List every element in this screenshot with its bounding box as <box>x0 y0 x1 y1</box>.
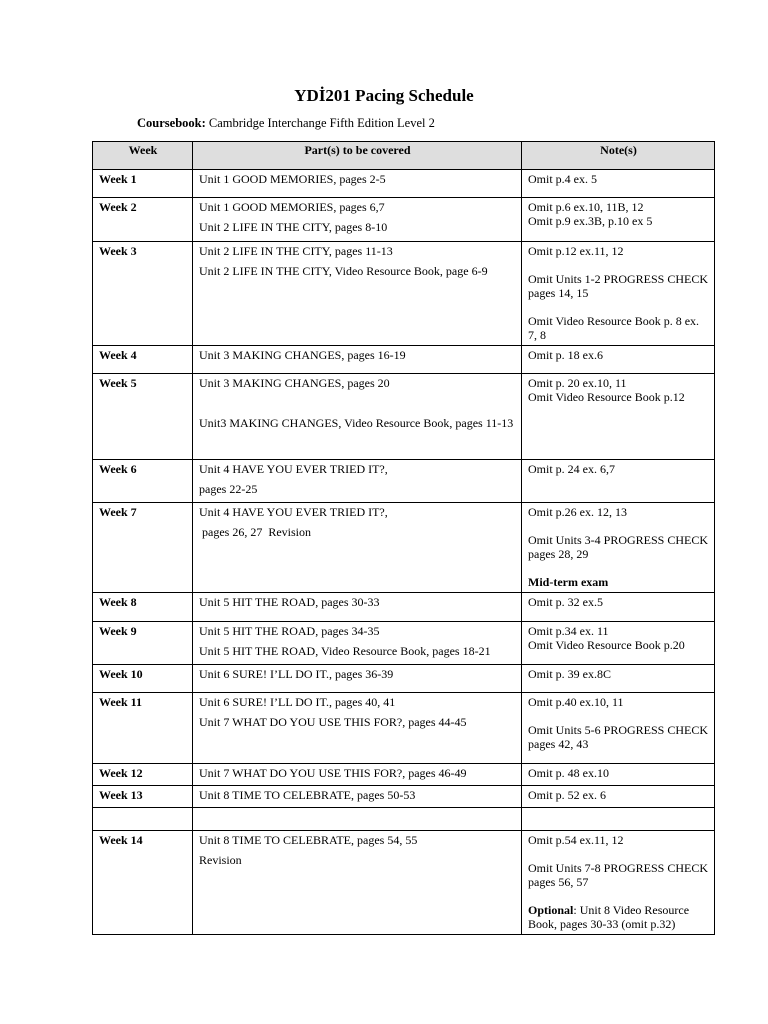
week-cell: Week 8 <box>93 593 193 622</box>
part-line: Unit 8 TIME TO CELEBRATE, pages 54, 55 <box>199 833 418 847</box>
part-line: Revision <box>199 853 242 867</box>
week-cell: Week 5 <box>93 374 193 460</box>
part-line: Unit 2 LIFE IN THE CITY, pages 8-10 <box>199 220 388 234</box>
part-line: Unit 3 MAKING CHANGES, pages 16-19 <box>199 348 406 362</box>
note-block <box>528 575 709 589</box>
note-text: Omit p. 20 ex.10, 11 Omit Video Resource Book p.12 <box>528 376 685 404</box>
note-block <box>528 766 709 780</box>
notes-cell <box>522 831 715 935</box>
note-block <box>528 376 709 404</box>
note-block <box>528 505 709 519</box>
note-block <box>528 172 709 186</box>
notes-cell <box>522 593 715 622</box>
parts-cell <box>193 622 522 665</box>
week-cell: Week 7 <box>93 503 193 593</box>
table-row <box>93 622 715 665</box>
part-line: Unit 2 LIFE IN THE CITY, pages 11-13 <box>199 244 393 258</box>
week-cell: Week 3 <box>93 242 193 346</box>
table-row <box>93 503 715 593</box>
table-row <box>93 808 715 831</box>
note-text: Omit Video Resource Book p. 8 ex. 7, 8 <box>528 314 700 342</box>
note-block <box>528 723 709 751</box>
parts-cell <box>193 764 522 786</box>
notes-cell <box>522 622 715 665</box>
note-text: Omit p.4 ex. 5 <box>528 172 597 186</box>
part-line: Unit 5 HIT THE ROAD, pages 34-35 <box>199 624 380 638</box>
table-body <box>93 170 715 935</box>
part-line: Unit 3 MAKING CHANGES, pages 20 <box>199 376 390 390</box>
part-line: Unit 6 SURE! I’LL DO IT., pages 40, 41 <box>199 695 396 709</box>
note-block <box>528 314 709 342</box>
part-line <box>199 396 516 410</box>
note-block <box>528 624 709 652</box>
table-row <box>93 593 715 622</box>
note-text: Omit Units 3-4 PROGRESS CHECK pages 28, 29 <box>528 533 709 561</box>
parts-cell <box>193 460 522 503</box>
note-text: Omit Units 5-6 PROGRESS CHECK pages 42, 43 <box>528 723 709 751</box>
notes-cell <box>522 374 715 460</box>
week-cell: Week 11 <box>93 693 193 764</box>
parts-cell <box>193 831 522 935</box>
note-block <box>528 272 709 300</box>
part-line: Unit 5 HIT THE ROAD, pages 30-33 <box>199 595 380 609</box>
part-line: Unit 1 GOOD MEMORIES, pages 6,7 <box>199 200 385 214</box>
week-cell: Week 2 <box>93 198 193 242</box>
part-line: Unit 2 LIFE IN THE CITY, Video Resource Book, page 6-9 <box>199 264 488 278</box>
part-line: pages 22-25 <box>199 482 258 496</box>
table-row <box>93 693 715 764</box>
part-line: Unit 1 GOOD MEMORIES, pages 2-5 <box>199 172 386 186</box>
note-text: Omit p.6 ex.10, 11B, 12 Omit p.9 ex.3B, p.10 ex 5 <box>528 200 653 228</box>
week-cell: Week 13 <box>93 786 193 808</box>
note-text: Omit p. 18 ex.6 <box>528 348 603 362</box>
parts-cell <box>193 242 522 346</box>
table-row <box>93 764 715 786</box>
note-text: Omit p. 52 ex. 6 <box>528 788 606 802</box>
header-notes: Note(s) <box>522 142 715 170</box>
note-label: Optional <box>528 903 574 917</box>
parts-cell <box>193 198 522 242</box>
part-line: Unit3 MAKING CHANGES, Video Resource Book, pages 11-13 <box>199 416 514 430</box>
part-line: Unit 7 WHAT DO YOU USE THIS FOR?, pages 46-49 <box>199 766 467 780</box>
parts-cell <box>193 593 522 622</box>
notes-cell <box>522 346 715 374</box>
parts-cell <box>193 808 522 831</box>
parts-cell <box>193 374 522 460</box>
note-block <box>528 667 709 681</box>
notes-cell <box>522 693 715 764</box>
week-cell: Week 4 <box>93 346 193 374</box>
note-block <box>528 533 709 561</box>
notes-cell <box>522 460 715 503</box>
part-line: Unit 7 WHAT DO YOU USE THIS FOR?, pages 44-45 <box>199 715 467 729</box>
note-text: Omit p. 32 ex.5 <box>528 595 603 609</box>
notes-cell <box>522 503 715 593</box>
note-text: Omit p.40 ex.10, 11 <box>528 695 624 709</box>
table-row <box>93 374 715 460</box>
table-row <box>93 665 715 693</box>
parts-cell <box>193 503 522 593</box>
part-line: Unit 5 HIT THE ROAD, Video Resource Book, pages 18-21 <box>199 644 491 658</box>
table-header-row <box>93 142 715 170</box>
table-row <box>93 346 715 374</box>
part-line: Unit 4 HAVE YOU EVER TRIED IT?, <box>199 462 388 476</box>
parts-cell <box>193 346 522 374</box>
note-block <box>528 348 709 362</box>
notes-cell <box>522 665 715 693</box>
week-cell: Week 14 <box>93 831 193 935</box>
note-block <box>528 861 709 889</box>
parts-cell <box>193 665 522 693</box>
week-cell: Week 12 <box>93 764 193 786</box>
table-row <box>93 831 715 935</box>
note-block <box>528 788 709 802</box>
notes-cell <box>522 242 715 346</box>
coursebook-value: Cambridge Interchange Fifth Edition Level 2 <box>205 116 435 130</box>
note-block <box>528 903 709 931</box>
note-block <box>528 695 709 709</box>
coursebook-line <box>137 116 435 131</box>
notes-cell <box>522 786 715 808</box>
note-text: Omit Units 1-2 PROGRESS CHECK pages 14, 15 <box>528 272 709 300</box>
note-block <box>528 462 709 476</box>
note-text: Omit p.34 ex. 11 Omit Video Resource Book p.20 <box>528 624 685 652</box>
note-block <box>528 244 709 258</box>
header-parts: Part(s) to be covered <box>193 142 522 170</box>
note-block <box>528 833 709 847</box>
table-row <box>93 786 715 808</box>
coursebook-label: Coursebook: <box>137 116 206 130</box>
week-cell: Week 6 <box>93 460 193 503</box>
note-text: Omit p.54 ex.11, 12 <box>528 833 624 847</box>
week-cell: Week 10 <box>93 665 193 693</box>
note-text: Omit p.12 ex.11, 12 <box>528 244 624 258</box>
part-line: Unit 6 SURE! I’LL DO IT., pages 36-39 <box>199 667 394 681</box>
week-cell <box>93 808 193 831</box>
parts-cell <box>193 786 522 808</box>
note-text: Omit p.26 ex. 12, 13 <box>528 505 627 519</box>
table-row <box>93 242 715 346</box>
header-week: Week <box>93 142 193 170</box>
part-line: Unit 8 TIME TO CELEBRATE, pages 50-53 <box>199 788 416 802</box>
week-cell: Week 9 <box>93 622 193 665</box>
parts-cell <box>193 170 522 198</box>
notes-cell <box>522 764 715 786</box>
note-text: Omit Units 7-8 PROGRESS CHECK pages 56, 57 <box>528 861 709 889</box>
note-block <box>528 595 709 609</box>
page-title: YDİ201 Pacing Schedule <box>294 86 474 105</box>
part-line: Unit 4 HAVE YOU EVER TRIED IT?, <box>199 505 388 519</box>
week-cell: Week 1 <box>93 170 193 198</box>
notes-cell <box>522 198 715 242</box>
parts-cell <box>193 693 522 764</box>
pacing-schedule-table <box>92 141 715 935</box>
note-text: : Unit 8 Video Resource Book, pages 30-33 (omit p.32) <box>528 903 690 931</box>
table-row <box>93 170 715 198</box>
notes-cell <box>522 808 715 831</box>
note-text: Omit p. 24 ex. 6,7 <box>528 462 615 476</box>
part-line: pages 26, 27 Revision <box>199 525 311 539</box>
note-block <box>528 200 709 228</box>
notes-cell <box>522 170 715 198</box>
table-row <box>93 198 715 242</box>
note-text: Omit p. 48 ex.10 <box>528 766 609 780</box>
note-label: Mid-term exam <box>528 575 609 589</box>
table-row <box>93 460 715 503</box>
note-text: Omit p. 39 ex.8C <box>528 667 611 681</box>
